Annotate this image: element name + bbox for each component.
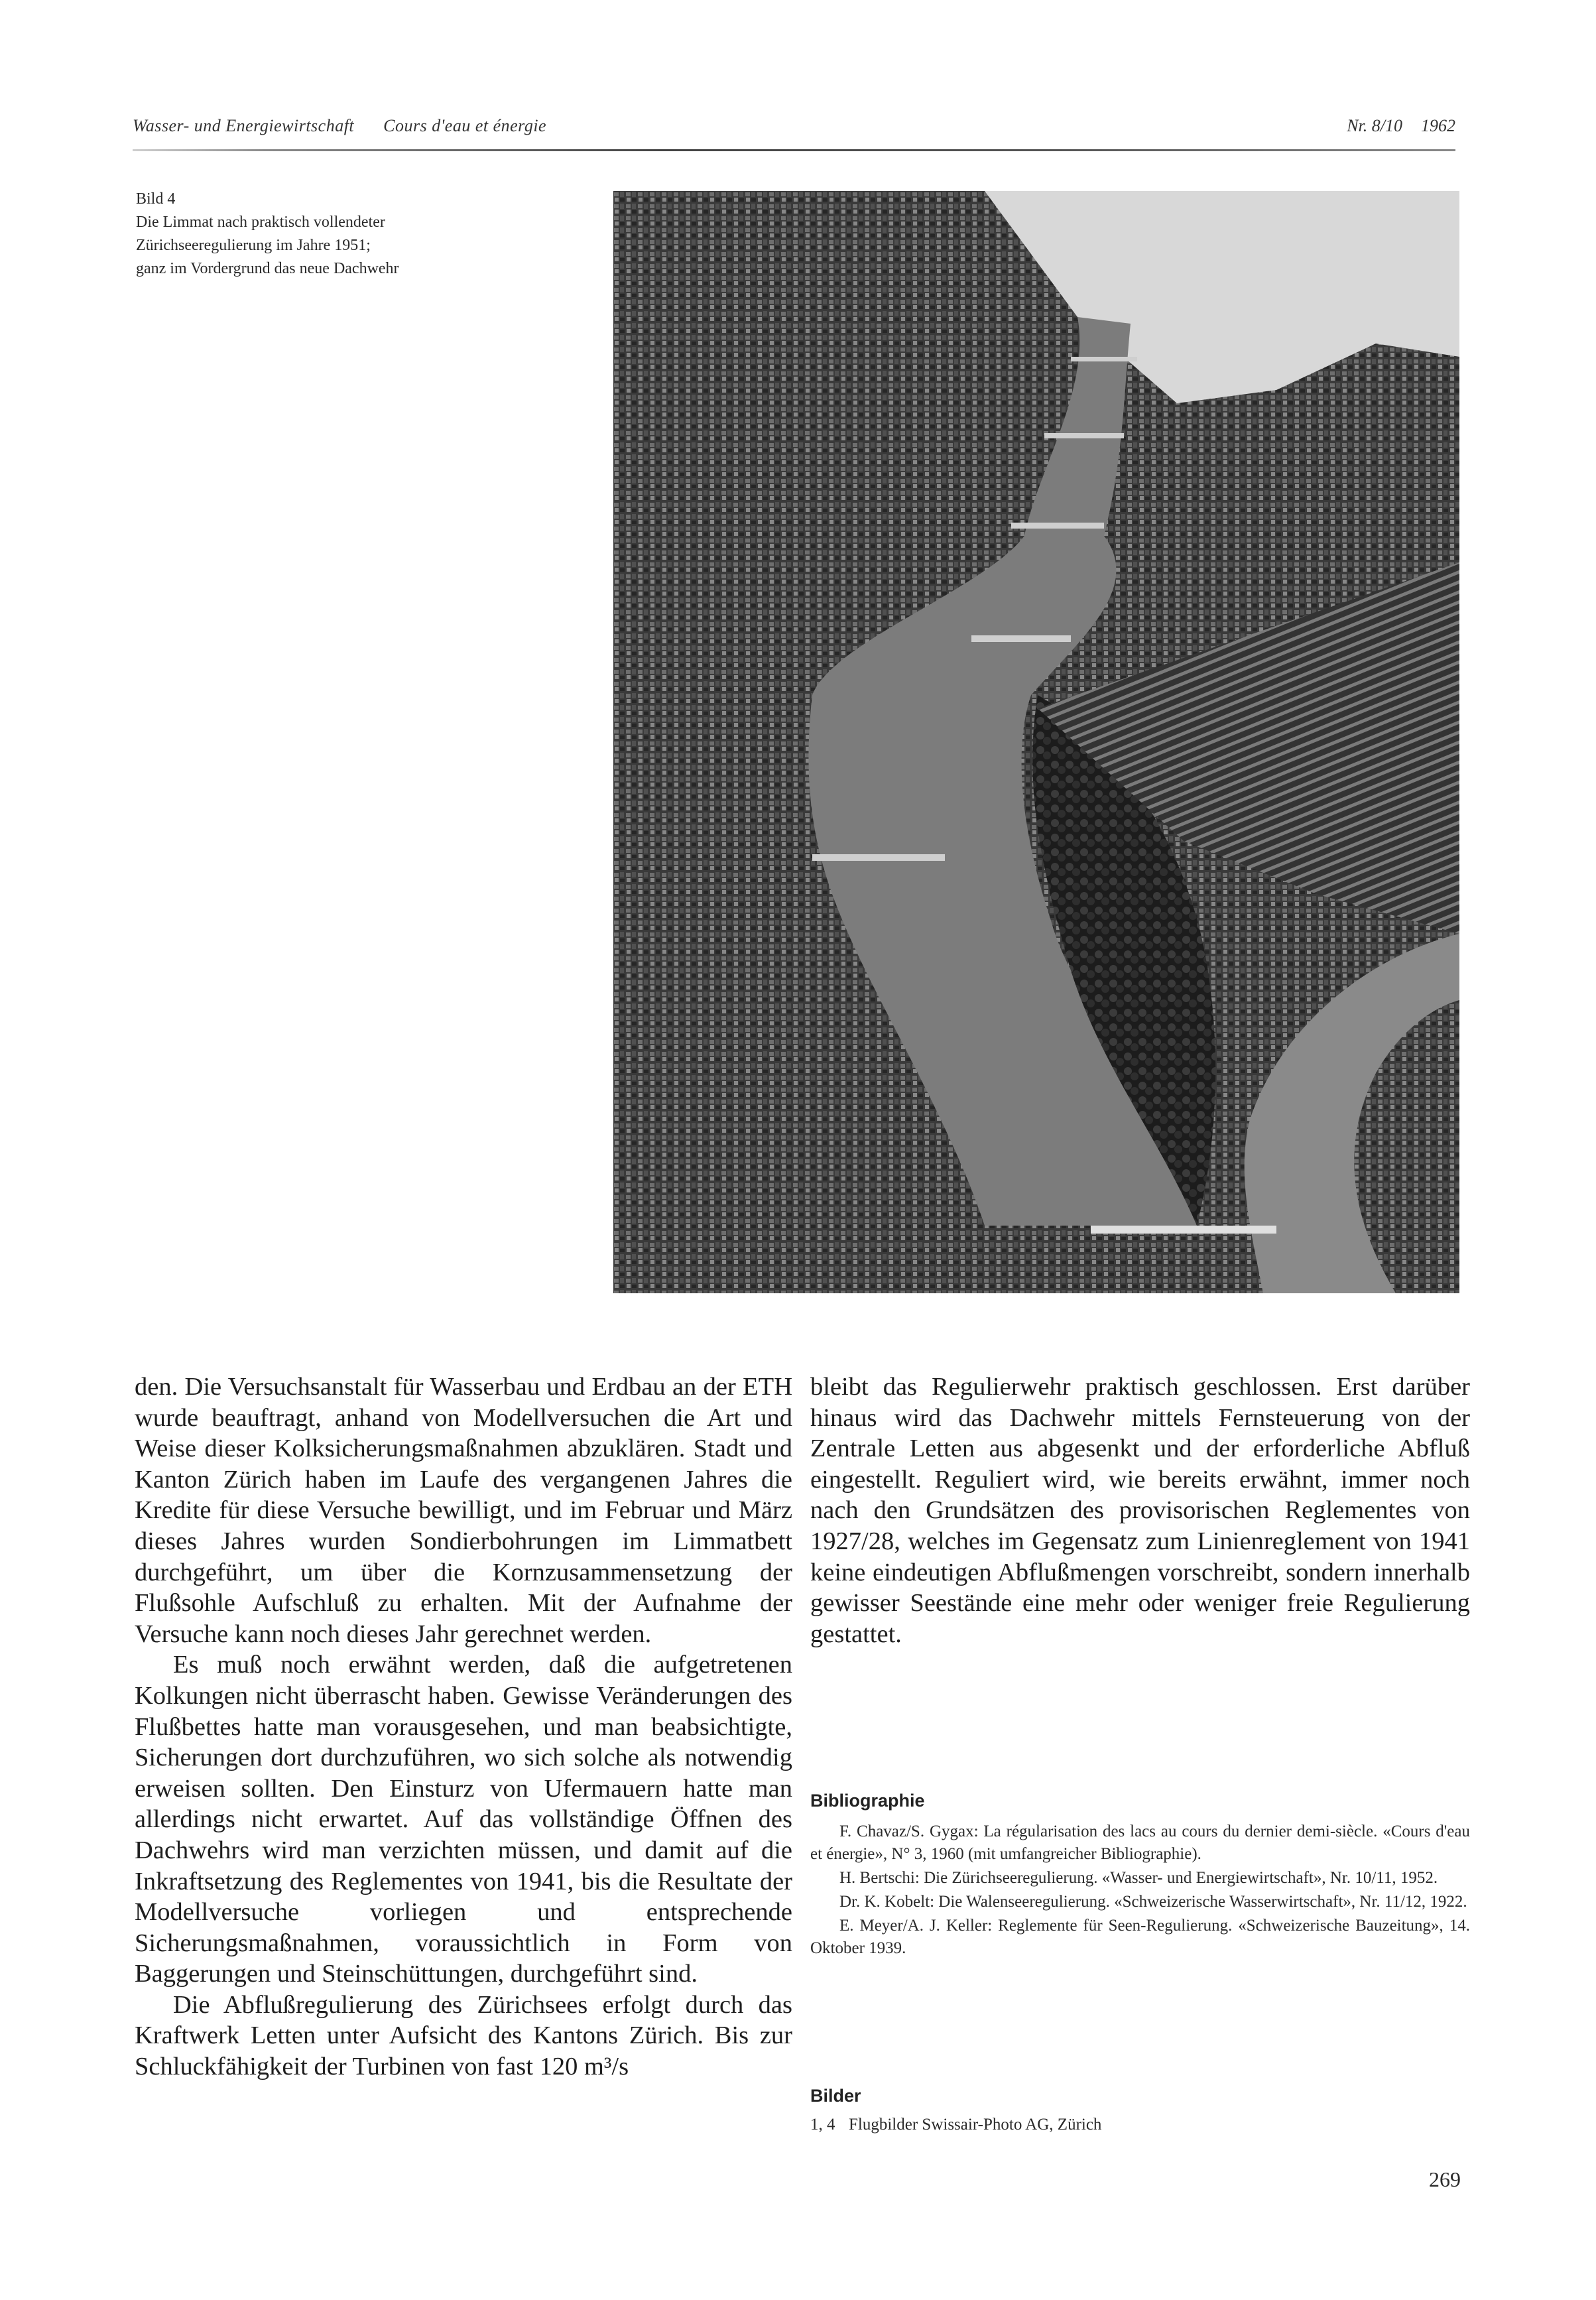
issue-number: Nr. 8/10 <box>1347 116 1402 135</box>
bibliography-list <box>810 1821 1470 1961</box>
caption-line: ganz im Vordergrund das neue Dachwehr <box>136 260 399 277</box>
journal-title-french: Cours d'eau et énergie <box>383 116 547 135</box>
body-column-left <box>135 1372 792 2082</box>
body-paragraph: Die Abflußregulierung des Zürichsees erfolgt durch das Kraftwerk Letten unter Aufsicht des Kantons Zürich. Bis zur Schluckfähigkeit der Turbinen von fast 120 m³/s <box>135 1990 792 2081</box>
credits-list <box>810 2116 1101 2134</box>
aerial-photo <box>613 191 1459 1293</box>
header-rule <box>133 149 1455 151</box>
body-paragraph: Es muß noch erwähnt werden, daß die aufgetretenen Kolkungen nicht überrascht haben. Gewisse Veränderungen des Flußbettes hatte man vorausgesehen, und man beabsichtigte, Sicherungen dort durchzuführen, wo sich solche als notwendig erweisen sollten. Den Einsturz von Ufermauern hatte man allerdings nicht erwartet. Auf das vollständige Öffnen des Dachwehrs wird man verzichten müssen, und damit auf die Inkraftsetzung des Reglementes von 1941, bis die Resultate der Modellversuche vorliegen und entsprechende Sicherungsmaßnahmen, voraussichtlich in Form von Baggerungen und Steinschüttungen, durchgeführt sind. <box>135 1651 792 1988</box>
issue-year: 1962 <box>1421 116 1455 135</box>
page-number: 269 <box>1429 2167 1461 2191</box>
caption-line: Zürichseeregulierung im Jahre 1951; <box>136 237 371 254</box>
running-header-titles <box>133 116 546 136</box>
credits-heading: Bilder <box>810 2086 861 2106</box>
caption-line: Die Limmat nach praktisch vollendeter <box>136 214 385 231</box>
bridge <box>812 854 945 861</box>
bibliography-entry: Dr. K. Kobelt: Die Walenseeregulierung. «Schweizerische Wasserwirtschaft», Nr. 11/12, 1922. <box>839 1893 1467 1911</box>
bridge <box>1011 523 1104 529</box>
bibliography-entry: F. Chavaz/S. Gygax: La régularisation des lacs au cours du dernier demi-siècle. «Cours d'eau et énergie», N° 3, 1960 (mit umfangreicher Bibliographie). <box>810 1822 1470 1863</box>
body-paragraph: den. Die Versuchsanstalt für Wasserbau und Erdbau an der ETH wurde beauftragt, anhand von Modellversuchen die Art und Weise dieser Kolksicherungsmaßnahmen abzuklären. Stadt und Kanton Zürich haben im Laufe des vergangenen Jahres die Kredite für diese Versuche bewilligt, und im Februar und März dieses Jahres wurden Sondierbohrungen im Limmatbett durchgeführt, um über die Kornzusammensetzung der Flußsohle Aufschluß zu erhalten. Mit der Aufnahme der Versuche kann noch dieses Jahr gerechnet werden. <box>135 1373 792 1648</box>
figure-label: Bild 4 <box>136 190 176 208</box>
running-header <box>133 116 1455 143</box>
issue-info <box>1347 116 1455 136</box>
bridge <box>971 635 1071 642</box>
bibliography-heading: Bibliographie <box>810 1791 925 1811</box>
body-column-right <box>810 1372 1470 1649</box>
bibliography-entry: H. Bertschi: Die Zürichseeregulierung. «Wasser- und Energiewirtschaft», Nr. 10/11, 1952. <box>839 1869 1438 1887</box>
body-paragraph: bleibt das Regulierwehr praktisch geschlossen. Erst darüber hinaus wird das Dachwehr mittels Fernsteuerung von der Zentrale Letten aus abgesenkt und der erforderliche Abfluß eingestellt. Reguliert wird, wie bereits erwähnt, immer noch nach den Grundsätzen des provisorischen Reglementes von 1927/28, welches im Gegensatz zum Linienreglement von 1941 keine eindeutigen Abflußmengen vorschreibt, sondern innerhalb gewisser Seestände eine mehr oder weniger freie Regulierung gestattet. <box>810 1373 1470 1648</box>
credit-figure-numbers: 1, 4 <box>810 2116 835 2134</box>
credit-text: Flugbilder Swissair-Photo AG, Zürich <box>849 2116 1102 2134</box>
journal-title-german: Wasser- und Energiewirtschaft <box>133 116 355 135</box>
bridge <box>1044 433 1124 438</box>
bibliography-entry: E. Meyer/A. J. Keller: Reglemente für Seen-Regulierung. «Schweizerische Bauzeitung», 14. Oktober 1939. <box>810 1917 1470 1957</box>
figure-caption <box>136 188 600 281</box>
roof-weir <box>1091 1226 1276 1234</box>
bridge <box>1071 357 1137 361</box>
